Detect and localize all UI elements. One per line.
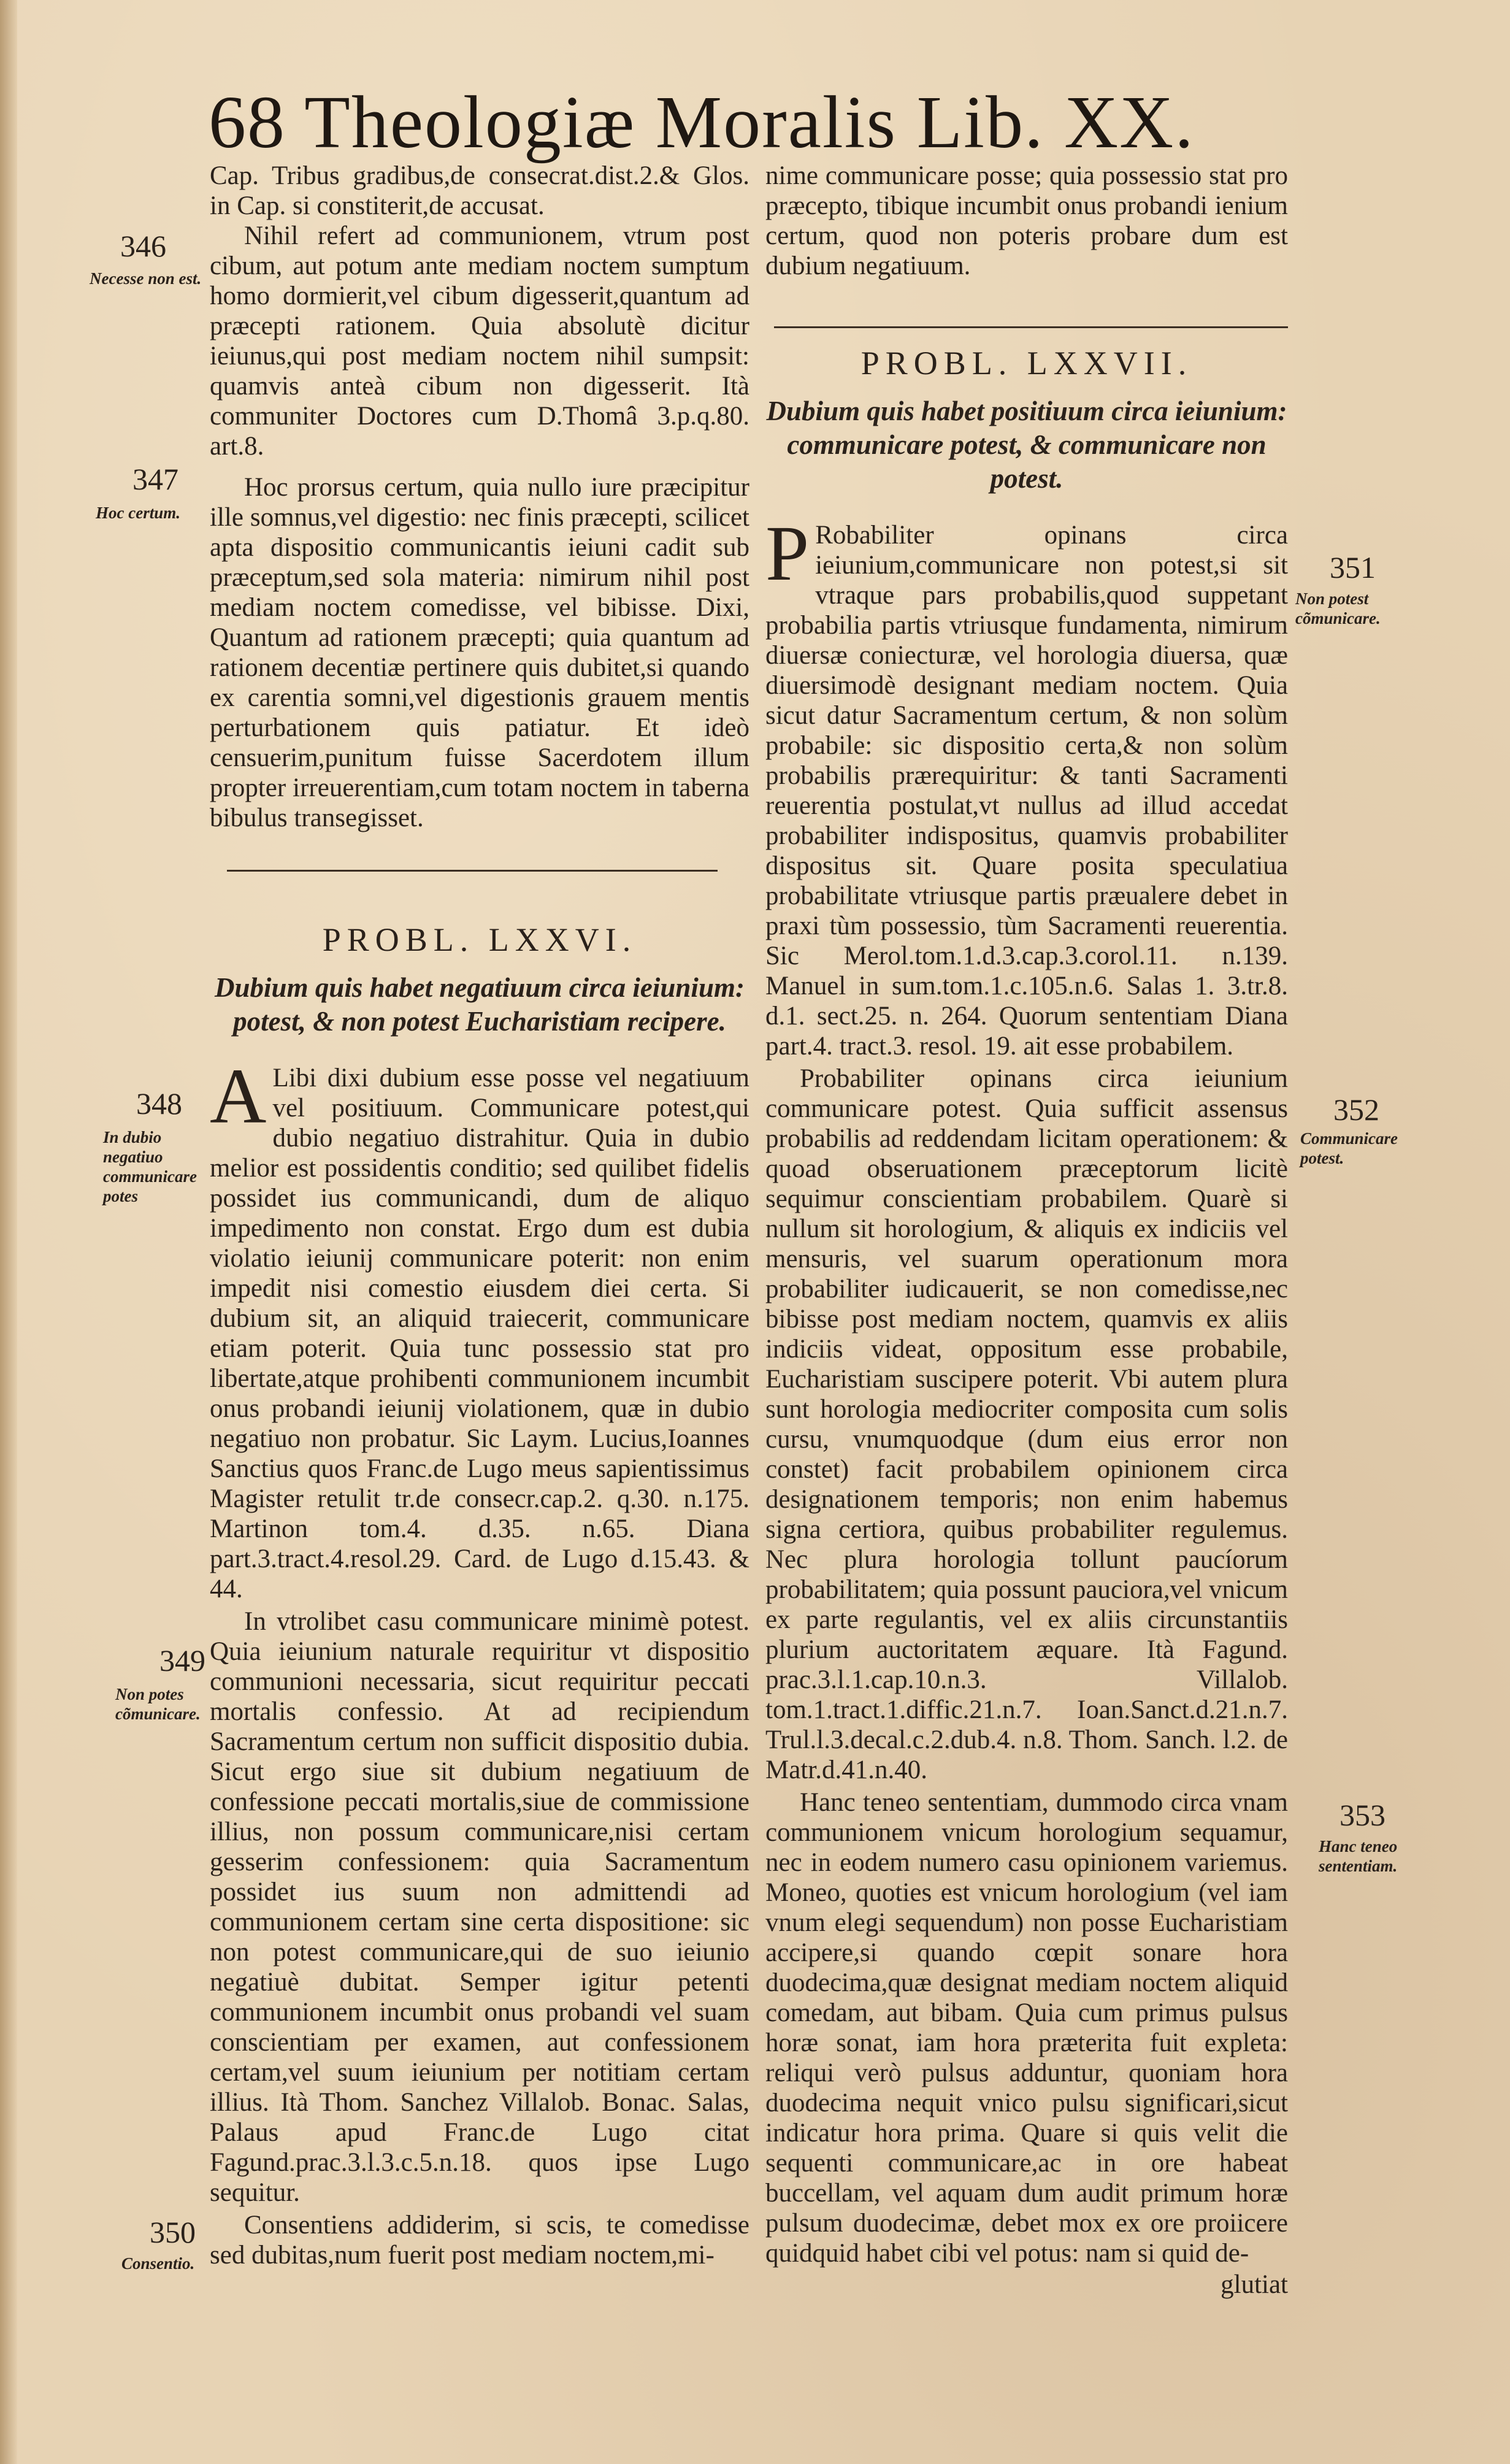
margin-note-348: In dubio negatiuo communicare potes: [103, 1128, 197, 1205]
paragraph-350: Consentiens addiderim, si scis, te comedisse sed dubitas,num fuerit post mediam noctem,mi-: [210, 2211, 749, 2270]
paragraph-346: Nihil refert ad communionem, vtrum post cibum, aut potum ante mediam noctem sumptum homo dormierit,vel cibum digesserit,quantum ad præcepti rationem. Quia absolutè dicitur ieiunus,qui post mediam noctem nihil sumpsit: quamvis anteà cibum non digesserit. Ità communiter Doctores cum D.Thomâ 3.p.q.80. art.8.: [210, 221, 749, 461]
margin-number-352: 352: [1333, 1092, 1379, 1127]
margin-number-351: 351: [1330, 550, 1376, 585]
problem-77-heading: PROBL. LXXVII.: [860, 345, 1193, 382]
page-binding-edge: [0, 0, 17, 2464]
margin-note-349: Non potes cõmunicare.: [115, 1685, 201, 1723]
margin-number-353: 353: [1339, 1798, 1385, 1832]
margin-note-347: Hoc certum.: [96, 504, 180, 522]
margin-number-347: 347: [132, 462, 178, 496]
margin-note-352: Communicare potest.: [1300, 1129, 1398, 1167]
drop-capital-p: P: [765, 510, 810, 597]
paragraph-continued: nime communicare posse; quia possessio stat pro præcepto, tibique incumbit onus probandi ienium certum, quod non poteris probare dum est dubium negatiuum.: [765, 161, 1288, 280]
margin-note-351: Non potest cõmunicare.: [1295, 589, 1381, 628]
paragraph-347: Hoc prorsus certum, quia nullo iure præcipitur ille somnus,vel digestio: nec finis præcepti, scilicet apta dispositio communicantis ieiuni cadit sub præceptum,sed sola materia: nimirum nihil post mediam noctem comedisse, vel bibisse. Dixi, Quantum ad rationem præcepti; quia quantum ad rationem decentiæ pertinere quis dubitet,si quando ex carentia somni,vel digestionis grauem mentis perturbationem quis patiatur. Et ideò censuerim,punitum fuisse Sacerdotem illum propter irreuerentiam,cum totam noctem in taberna bibulus transegisset.: [210, 473, 749, 832]
margin-note-353: Hanc teneo sententiam.: [1319, 1837, 1398, 1875]
paragraph-intro: Cap. Tribus gradibus,de consecrat.dist.2.& Glos. in Cap. si constiterit,de accusat.: [210, 161, 749, 220]
problem-77-subtitle: Dubium quis habet positiuum circa ieiunium: communicare potest, & communicare non potest.: [766, 396, 1287, 494]
margin-number-350: 350: [150, 2215, 196, 2249]
section-gap: [765, 281, 1288, 348]
margin-number-349: 349: [159, 1643, 205, 1678]
margin-number-346: 346: [120, 229, 166, 263]
right-column: [765, 161, 1288, 2300]
paragraph-351-text: Robabiliter opinans circa ieiunium,communicare non potest,si sit vtraque pars probabilis,quod suppetant probabilia partis vtriusque fundamenta, nimirum diuersæ coniecturæ, vel horologia diuersa, quæ diuersimodè designant mediam noctem. Quia sicut datur Sacramentum certum, & non solùm probabile: sic dispositio certa,& non solùm probabilis prærequiritur: & tanti Sacramenti reuerentia postulat,vt nullus ad illud accedat probabiliter indispositus, quamvis probabiliter dispositus sit. Quare posita speculatiua probabilitate vtriusque partis præualere debet in praxi tùm possessio, tùm Sacramenti reuerentia. Sic Merol.tom.1.d.3.cap.3.corol.11. n.139. Manuel in sum.tom.1.c.105.n.6. Salas 1. 3.tr.8. d.1. sect.25. n. 264. Quorum sententiam Diana part.4. tract.3. resol. 19. ait esse probabilem.: [765, 521, 1288, 1061]
problem-76-subtitle: Dubium quis habet negatiuum circa ieiunium: potest, & non potest Eucharistiam recipere.: [215, 972, 745, 1037]
catchword: glutiat: [1221, 2270, 1288, 2299]
paragraph-353: Hanc teneo sententiam, dummodo circa vnam communionem vnicum horologium sequamur, nec in eodem numero casu opinionem variemus. Moneo, quoties est vnicum horologium (vel iam vnum elegi sequendum) non posse Eucharistiam accipere,si quando cœpit sonare hora duodecima,quæ designat mediam noctem aliquid comedam, aut bibam. Quia cum primus pulsus horæ sonat, iam hora præterita fuit expleta: reliqui verò pulsus adduntur, quoniam hora duodecima nequit vnico pulsu significari,sicut indicatur hora prima. Quare si quis velit die sequenti communicare,ac in ore habeat buccellam, vel aquam dum audit primum horæ pulsum duodecimæ, debet mox ex ore proiicere quidquid habet cibi vel potus: nam si quid de-: [765, 1788, 1288, 2268]
paragraph-349: In vtrolibet casu communicare minimè potest. Quia ieiunium naturale requiritur vt dispositio communioni necessaria, sicut requiritur peccati mortalis confessio. At ad recipiendum Sacramentum certum non sufficit dispositio dubia. Sicut ergo siue sit dubium negatiuum de confessione peccati mortalis,siue de commissione illius, non possum communicare,nisi certam gesserim confessionem: quia Sacramentum possidet ius suum non admittendi ad communionem certam sine certa dispositione: sic non potest communicare,qui de suo ieiunio negatiuè dubitat. Semper igitur petenti communionem incumbit onus probandi vel suam conscientiam per examen, aut confessionem certam,vel suum ieiunium per notitiam certam illius. Ità Thom. Sanchez Villalob. Bonac. Salas, Palaus apud Franc.de Lugo citat Fagund.prac.3.l.3.c.5.n.18. quos ipse Lugo sequitur.: [210, 1607, 749, 2207]
section-gap: [210, 833, 749, 925]
problem-76-heading: PROBL. LXXVI.: [322, 921, 637, 958]
paragraph-348: [210, 1053, 749, 1604]
paragraph-352: Probabiliter opinans circa ieiunium communicare potest. Quia sufficit assensus probabilis ad reddendam licitam operationem: & quoad obseruationem præceptorum licitè sequimur conscientiam probabilem. Quarè si nullum sit horologium, & aliquis ex indiciis vel mensuris, vel suarum operationum mora probabiliter iudicauerit, se non comedisse,nec bibisse post mediam noctem, quamvis ex aliis indiciis videat, oppositum esse probabile, Eucharistiam suscipere poterit. Vbi autem plura sunt horologia mediocriter composita cum solis cursu, vnumquodque (dum eius error non constet) facit probabilem opinionem circa designationem temporis; non enim habemus signa certiora, quibus probabiliter regulemus. Nec plura horologia tollunt paucíorum probabilitatem; quia possunt pauciora,vel vnicum ex parte regulantis, vel ex aliis circunstantiis plurium auctoritatem æquare. Ità Fagund. prac.3.l.1.cap.10.n.3. Villalob. tom.1.tract.1.diffic.21.n.7. Ioan.Sanct.d.21.n.7. Trul.l.3.decal.c.2.dub.4. n.8. Thom. Sanch. l.2. de Matr.d.41.n.40.: [765, 1064, 1288, 1784]
paragraph-351: [765, 510, 1288, 1061]
margin-note-350: Consentio.: [121, 2254, 195, 2273]
paragraph-348-text: Libi dixi dubium esse posse vel negatiuum vel positiuum. Communicare potest,qui dubio negatiuo distrahitur. Quia in dubio melior est possidentis conditio; sed quilibet fidelis possidet ius communicandi, dum de aliquo impedimento non constat. Ergo dum est dubia violatio ieiunij communicare poterit: non enim impedit nisi comestio eiusdem diei certa. Si dubium sit, an aliquid traiecerit, communicare etiam poterit. Quia tunc possessio stat pro libertate,atque prohibenti communionem incumbit onus probandi ieiunij violationem, quæ in dubio negatiuo non probatur. Sic Laym. Lucius,Ioannes Sanctius quos Franc.de Lugo meus sapientissimus Magister retulit tr.de consecr.cap.2. q.30. n.175. Martinon tom.4. d.35. n.65. Diana part.3.tract.4.resol.29. Card. de Lugo d.15.43. & 44.: [210, 1064, 749, 1603]
margin-note-346: Necesse non est.: [90, 269, 202, 288]
section-rule-left: [227, 870, 718, 872]
left-column: [210, 161, 749, 2270]
drop-capital-a: A: [210, 1053, 267, 1140]
margin-number-348: 348: [136, 1086, 182, 1121]
running-head: 68 Theologiæ Moralis Lib. XX.: [209, 81, 1195, 164]
